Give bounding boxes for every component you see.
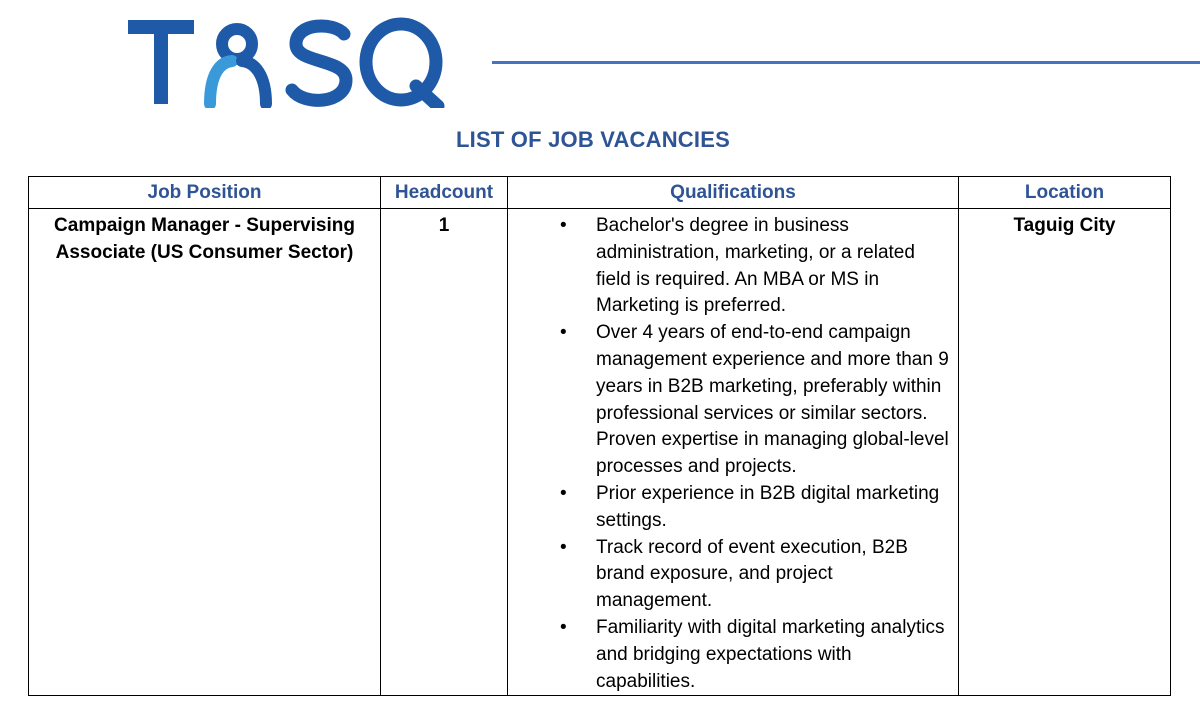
location-cell: Taguig City bbox=[959, 209, 1171, 696]
qualification-item bbox=[514, 320, 952, 481]
page-title: LIST OF JOB VACANCIES bbox=[456, 127, 730, 152]
bullet-icon: • bbox=[560, 215, 567, 236]
qualification-text: Prior experience in B2B digital marketing settings. bbox=[596, 482, 940, 531]
qualification-item bbox=[514, 213, 952, 320]
tasq-logo-mark bbox=[126, 12, 448, 108]
job-vacancies-table bbox=[28, 176, 1171, 696]
qualification-text: Familiarity with digital marketing analytics and bridging expectations with capabilities. bbox=[596, 616, 945, 692]
bullet-icon: • bbox=[560, 482, 567, 504]
bullet-icon: • bbox=[560, 536, 567, 558]
column-header-location: Location bbox=[959, 177, 1171, 209]
bullet-icon: • bbox=[560, 616, 567, 638]
qualifications-cell bbox=[508, 209, 959, 696]
column-header-qualifications: Qualifications bbox=[508, 177, 959, 209]
column-header-job-position: Job Position bbox=[29, 177, 381, 209]
qualification-text: Track record of event execution, B2B brand exposure, and project management. bbox=[596, 536, 908, 612]
qualification-item bbox=[514, 615, 952, 695]
qualification-text: Over 4 years of end-to-end campaign management experience and more than 9 years in B2B marketing, preferably within professional services or similar sectors. Proven expertise in managing global-level processes and projects. bbox=[596, 322, 949, 478]
column-header-headcount: Headcount bbox=[381, 177, 508, 209]
qualification-text: Bachelor's degree in business administration, marketing, or a related field is required. An MBA or MS in Marketing is preferred. bbox=[596, 215, 915, 317]
qualification-item bbox=[514, 481, 952, 535]
tasq-logo bbox=[126, 12, 448, 108]
job-position-cell: Campaign Manager - Supervising Associate (US Consumer Sector) bbox=[29, 209, 381, 696]
table-row bbox=[29, 209, 1171, 696]
headcount-cell: 1 bbox=[381, 209, 508, 696]
table-header-row bbox=[29, 177, 1171, 209]
qualification-item bbox=[514, 535, 952, 615]
header-rule bbox=[492, 61, 1200, 64]
bullet-icon: • bbox=[560, 322, 567, 344]
qualifications-list bbox=[514, 213, 952, 695]
